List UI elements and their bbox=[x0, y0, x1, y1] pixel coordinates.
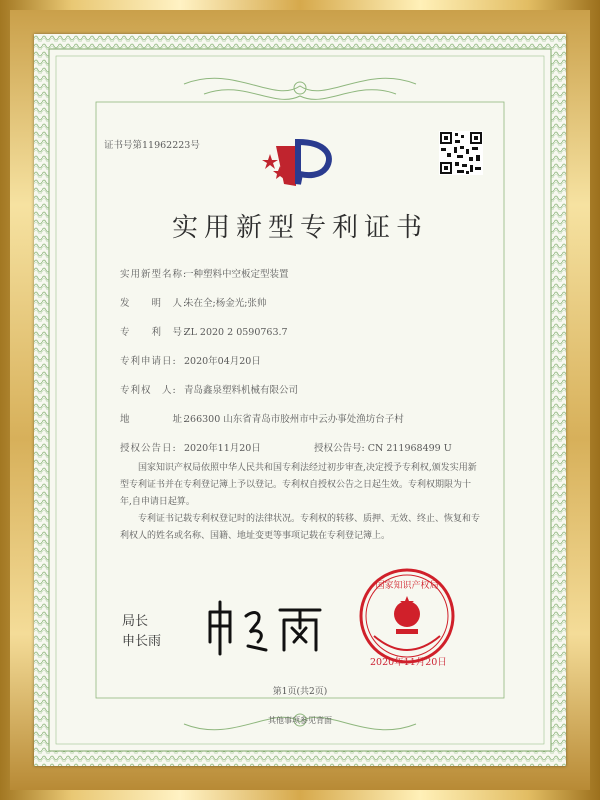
field-value: ZL 2020 2 0590763.7 bbox=[184, 327, 288, 338]
field-value: 266300 山东省青岛市胶州市中云办事处渔坊台子村 bbox=[184, 414, 404, 425]
certificate-number: 证书号第11962223号 bbox=[104, 140, 200, 151]
official-seal-icon bbox=[352, 566, 462, 666]
field-filing-date bbox=[120, 353, 261, 367]
statement-paragraph-2: 专利证书记载专利权登记时的法律状况。专利权的转移、质押、无效、终止、恢复和专利权人的姓名或名称、国籍、地址变更等事项记载在专利登记簿上。 bbox=[120, 514, 481, 541]
director-signature bbox=[202, 598, 332, 658]
field-inventor bbox=[120, 295, 266, 309]
field-label: 发 明 人: bbox=[120, 298, 188, 309]
director-name: 申长雨 bbox=[122, 633, 162, 648]
certificate-title: 实用新型专利证书 bbox=[171, 213, 428, 243]
qr-code-icon bbox=[439, 131, 483, 175]
seal-date: 2020年11月20日 bbox=[370, 657, 447, 668]
field-label: 实用新型名称: bbox=[120, 269, 188, 280]
page-number: 第1页(共2页) bbox=[272, 687, 328, 697]
field-address bbox=[120, 411, 404, 425]
field-patentee bbox=[120, 382, 298, 396]
field-label: 地 址: bbox=[120, 414, 188, 425]
field-value: 青岛鑫泉塑料机械有限公司 bbox=[184, 385, 299, 396]
field-label: 专 利 号: bbox=[120, 327, 188, 338]
patent-logo-icon bbox=[262, 142, 329, 186]
publication-number: 授权公告号: CN 211968499 U bbox=[314, 443, 452, 454]
field-value: 朱在全;杨金光;张帅 bbox=[184, 298, 267, 309]
field-value: 2020年04月20日 bbox=[184, 356, 261, 367]
field-label: 专利申请日: bbox=[120, 356, 177, 367]
footer-note: 其他事项参见背面 bbox=[268, 716, 332, 725]
field-value: 2020年11月20日 bbox=[184, 443, 261, 454]
field-value: 一种塑料中空板定型装置 bbox=[184, 269, 289, 280]
field-label: 授权公告日: bbox=[120, 443, 177, 454]
field-grant-date bbox=[120, 440, 261, 454]
statement-paragraph-1: 国家知识产权局依照中华人民共和国专利法经过初步审查,决定授予专利权,颁发实用新型专利证书并在专利登记簿上予以登记。专利权自授权公告之日起生效。专利权期限为十年,自申请日起算。 bbox=[120, 463, 477, 507]
certificate-paper bbox=[34, 34, 566, 766]
director-title: 局长 bbox=[122, 613, 149, 628]
field-label: 专利权 人: bbox=[120, 385, 177, 396]
top-ornament bbox=[184, 78, 416, 99]
field-name bbox=[120, 266, 289, 280]
seal-text: 国家知识产权局 bbox=[375, 581, 439, 591]
field-patent-no bbox=[120, 324, 288, 338]
